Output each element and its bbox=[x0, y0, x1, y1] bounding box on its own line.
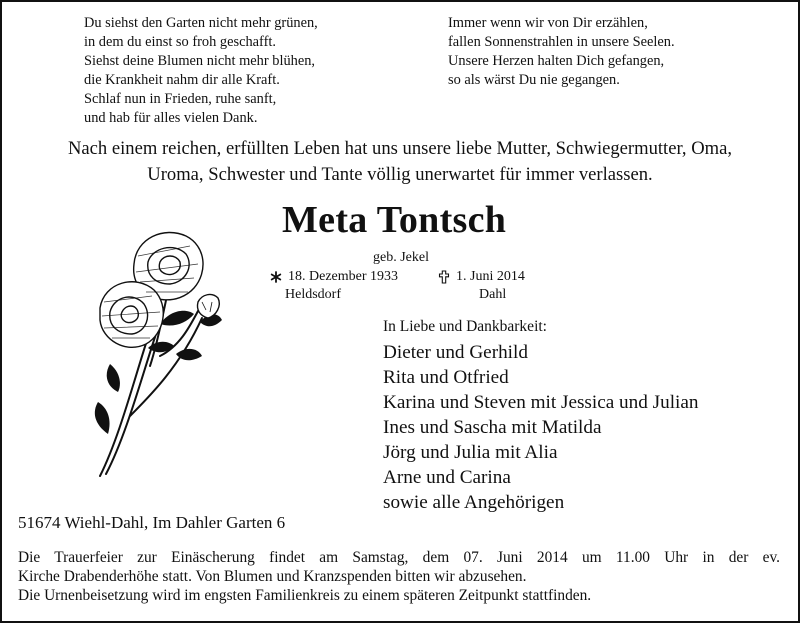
intro-line: Nach einem reichen, erfüllten Leben hat uns unsere liebe Mutter, Schwiegermutter, Oma, bbox=[67, 138, 733, 159]
birth-info bbox=[270, 268, 398, 304]
poem-line: Unsere Herzen halten Dich gefangen, bbox=[448, 53, 665, 69]
poem-line: Siehst deine Blumen nicht mehr blühen, bbox=[84, 53, 316, 69]
mourner-entry: sowie alle Angehörigen bbox=[383, 492, 565, 513]
poem-right bbox=[448, 14, 675, 90]
poem-line: Du siehst den Garten nicht mehr grünen, bbox=[84, 15, 318, 31]
poem-line: Schlaf nun in Frieden, ruhe sanft, bbox=[84, 91, 277, 107]
mourner-list bbox=[383, 340, 698, 515]
notice-line: Die Urnenbeisetzung wird im engsten Familienkreis zu einem späteren Zeitpunkt stattfinden. bbox=[18, 587, 592, 604]
star-icon bbox=[270, 270, 282, 284]
rose-illustration bbox=[90, 216, 236, 480]
deceased-name: Meta Tontsch bbox=[282, 199, 507, 241]
birth-date: 18. Dezember 1933 bbox=[288, 269, 399, 284]
mourner-entry: Jörg und Julia mit Alia bbox=[383, 442, 558, 463]
death-place: Dahl bbox=[479, 287, 507, 302]
death-date: 1. Juni 2014 bbox=[456, 269, 525, 284]
poem-line: die Krankheit nahm dir alle Kraft. bbox=[84, 72, 280, 88]
cross-icon bbox=[438, 270, 450, 284]
poem-line: Immer wenn wir von Dir erzählen, bbox=[448, 15, 648, 31]
poem-left bbox=[84, 14, 318, 128]
mourner-entry: Rita und Otfried bbox=[383, 367, 509, 388]
mourner-entry: Dieter und Gerhild bbox=[383, 342, 528, 363]
intro-line: Uroma, Schwester und Tante völlig unerwartet für immer verlassen. bbox=[147, 164, 653, 185]
mourner-entry: Ines und Sascha mit Matilda bbox=[383, 417, 602, 438]
poem-line: so als wärst Du nie gegangen. bbox=[448, 72, 620, 88]
birth-name: geb. Jekel bbox=[373, 250, 429, 265]
poem-line: in dem du einst so froh geschafft. bbox=[84, 34, 276, 50]
death-info bbox=[438, 268, 525, 304]
mourner-entry: Karina und Steven mit Jessica und Julian bbox=[383, 392, 699, 413]
intro-text bbox=[2, 136, 798, 188]
notice-line: Kirche Drabenderhöhe statt. Von Blumen und Kranzspenden bitten wir abzusehen. bbox=[18, 568, 527, 585]
poem-line: und hab für alles vielen Dank. bbox=[84, 110, 258, 126]
thanks-line: In Liebe und Dankbarkeit: bbox=[383, 318, 547, 335]
notice-line: Die Trauerfeier zur Einäscherung findet am Samstag, dem 07. Juni 2014 um 11.00 Uhr in der ev. bbox=[18, 549, 780, 566]
birth-place: Heldsdorf bbox=[285, 287, 341, 302]
mourner-entry: Arne und Carina bbox=[383, 467, 511, 488]
poem-line: fallen Sonnenstrahlen in unsere Seelen. bbox=[448, 34, 675, 50]
funeral-notice bbox=[18, 548, 780, 605]
address: 51674 Wiehl-Dahl, Im Dahler Garten 6 bbox=[18, 513, 286, 532]
